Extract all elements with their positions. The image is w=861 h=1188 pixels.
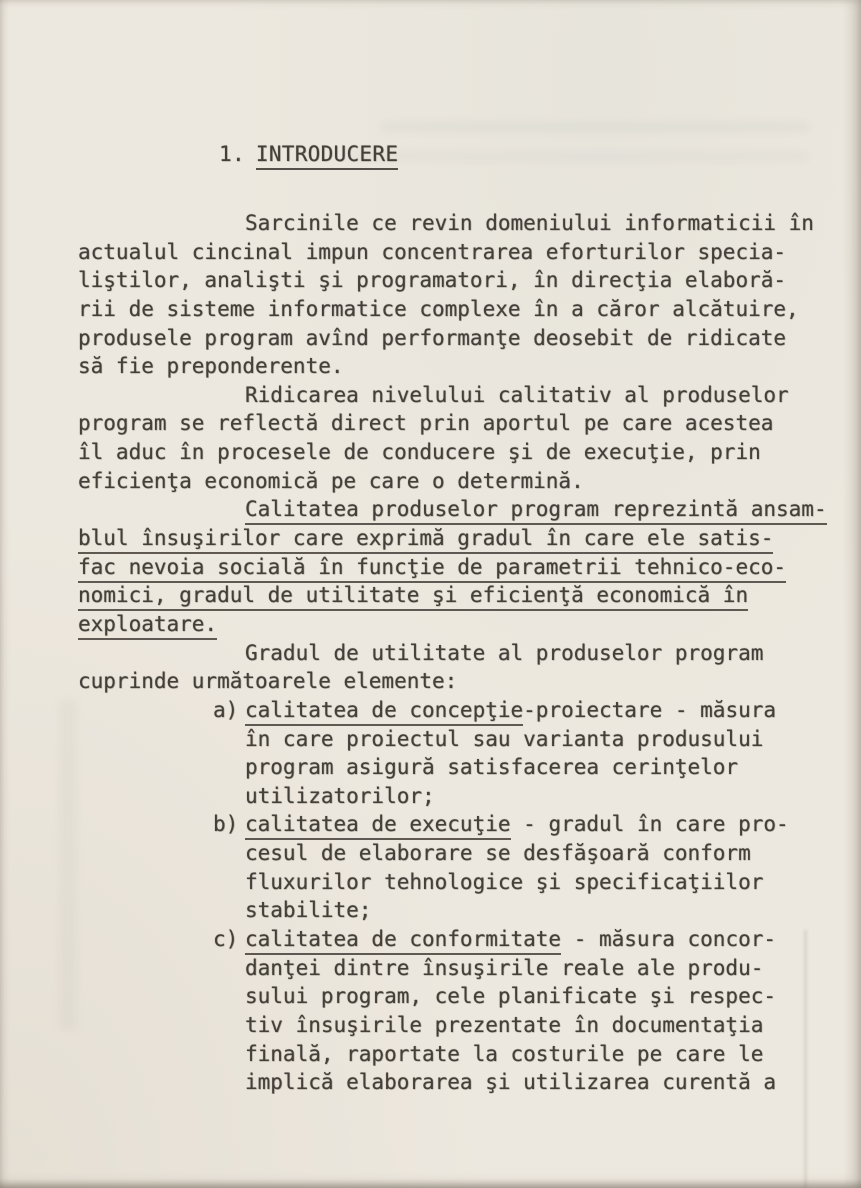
text-run: rii de sisteme informatice complexe în a căror alcătuire,	[78, 296, 799, 321]
text-line	[78, 896, 814, 925]
margin-smudge	[60, 700, 76, 1030]
text-run: Ridicarea nivelului calitativ al produselor	[245, 382, 789, 407]
text-line	[78, 524, 814, 553]
text-line	[78, 810, 814, 839]
text-line	[78, 238, 814, 267]
underlined-text: fac nevoia socială în funcţie de parametrii tehnico-eco-	[78, 555, 786, 583]
text-run: finală, raportate la costurile pe care le	[245, 1041, 764, 1066]
text-line	[78, 696, 814, 725]
list-item-marker: b)	[213, 812, 239, 837]
text-line	[78, 324, 814, 353]
text-line	[78, 925, 814, 954]
text-line	[78, 209, 814, 238]
text-line	[78, 553, 814, 582]
text-line	[78, 467, 814, 496]
utility-elements-paragraph	[78, 639, 814, 696]
underlined-text: calitatea de conformitate	[245, 927, 561, 955]
underlined-text: calitatea de concepţie	[245, 698, 523, 726]
text-line	[78, 1040, 814, 1069]
text-line	[78, 954, 814, 983]
text-line	[78, 409, 814, 438]
text-run: program se reflectă direct prin aportul pe care acestea	[78, 411, 774, 436]
text-run: Sarcinile ce revin domeniului informaticii în	[245, 211, 814, 235]
text-run: îl aduc în procesele de conducere şi de execuţie, prin	[78, 440, 761, 465]
text-run: tiv însuşirile prezentate în documentaţia	[245, 1012, 764, 1037]
text-run: eficienţa economică pe care o determină.	[78, 468, 584, 493]
list-item-a	[78, 696, 814, 811]
text-run: program asigură satisfacerea cerinţelor	[245, 755, 739, 780]
underlined-text: exploatare.	[78, 612, 217, 640]
text-line	[78, 1068, 814, 1097]
text-line	[78, 610, 814, 639]
text-run: fluxurilor tehnologice şi specificaţiilor	[245, 869, 764, 894]
underlined-text: Calitatea produselor program reprezintă ansam-	[245, 497, 827, 525]
text-run: danţei dintre însuşirile reale ale produ-	[245, 955, 764, 980]
text-run: cesul de elaborare se desfăşoară conform	[245, 841, 751, 866]
text-line	[78, 1011, 814, 1040]
text-line	[78, 352, 814, 381]
text-run: implică elaborarea şi utilizarea curentă a	[245, 1070, 777, 1095]
text-line	[78, 581, 814, 610]
list-item-c	[78, 925, 814, 1097]
text-run: - măsura concor-	[561, 927, 777, 952]
text-line	[78, 639, 814, 668]
bleedthrough-smudge	[380, 122, 810, 132]
text-run: Gradul de utilitate al produselor program	[245, 640, 764, 665]
page-edge-shadow-bottom	[0, 1179, 861, 1188]
text-run: sului program, cele planificate şi respec-	[245, 984, 777, 1009]
text-line	[78, 295, 814, 324]
text-line	[78, 725, 814, 754]
text-run: cuprinde următoarele elemente:	[78, 669, 458, 694]
text-run: utilizatorilor;	[245, 783, 435, 808]
intro-paragraph	[78, 209, 814, 381]
text-line	[78, 266, 814, 295]
page-edge-shadow-right	[843, 0, 861, 1188]
text-run: actualul cincinal impun concentrarea eforturilor specia-	[78, 239, 787, 264]
underlined-text: nomici, gradul de utilitate şi eficienţă economică în	[78, 583, 748, 611]
list-item-marker: a)	[213, 697, 239, 722]
list-item-marker: c)	[213, 927, 239, 952]
text-line	[78, 839, 814, 868]
document-body	[78, 209, 827, 1097]
text-line	[78, 381, 814, 410]
text-line	[78, 495, 827, 524]
text-line	[78, 982, 814, 1011]
text-line	[78, 782, 814, 811]
section-title: INTRODUCERE	[256, 142, 398, 170]
text-line	[78, 753, 814, 782]
bleedthrough-smudge	[350, 152, 810, 161]
text-run: -proiectare - măsura	[523, 697, 777, 722]
quality-definition-paragraph	[78, 495, 827, 638]
text-run: produsele program avînd performanţe deosebit de ridicate	[78, 325, 787, 350]
text-run: stabilite;	[245, 898, 372, 923]
section-number: 1.	[219, 142, 245, 166]
underlined-text: calitatea de execuţie	[245, 812, 511, 840]
list-item-b	[78, 810, 814, 925]
text-line	[78, 438, 814, 467]
quality-level-paragraph	[78, 381, 814, 496]
text-run: în care proiectul sau varianta produsului	[245, 726, 764, 751]
text-run: să fie preponderente.	[78, 354, 344, 379]
text-run: liştilor, analişti şi programatori, în direcţia elaboră-	[78, 268, 787, 293]
text-run: - gradul în care pro-	[510, 812, 789, 837]
section-heading	[219, 142, 398, 166]
text-line	[78, 667, 814, 696]
underlined-text: blul însuşirilor care exprimă gradul în care ele satis-	[78, 526, 773, 554]
text-line	[78, 868, 814, 897]
